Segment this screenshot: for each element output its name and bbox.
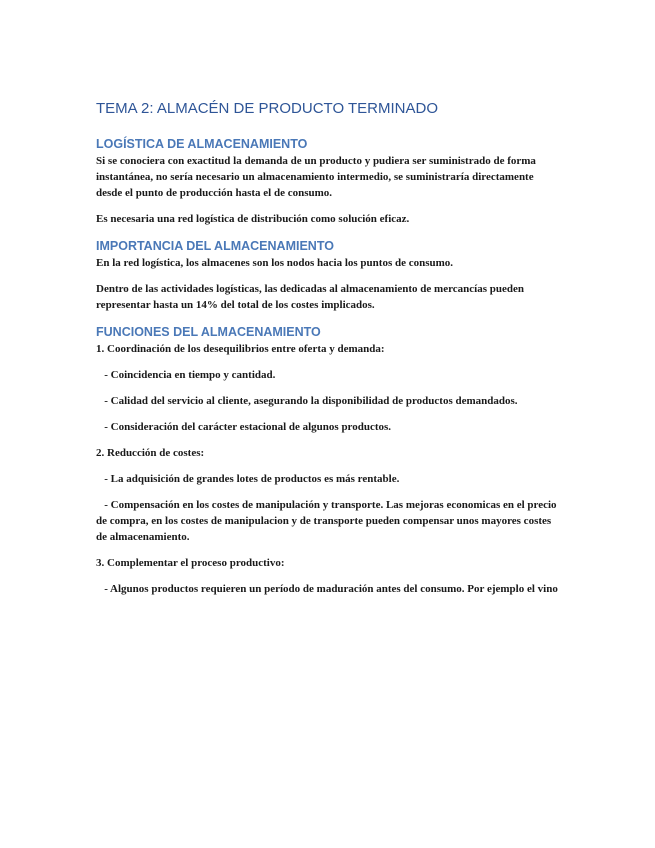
document-title: TEMA 2: ALMACÉN DE PRODUCTO TERMINADO <box>96 100 439 117</box>
list-item: 3. Complementar el proceso productivo: <box>96 557 285 569</box>
list-item: 1. Coordinación de los desequilibrios entre oferta y demanda: <box>96 343 385 355</box>
list-item: - Calidad del servicio al cliente, asegurando la disponibilidad de productos demandados. <box>96 395 518 407</box>
list-item: - Algunos productos requieren un período de maduración antes del consumo. Por ejemplo el vino <box>96 583 558 595</box>
document-body <box>96 100 562 607</box>
paragraph: Si se conociera con exactitud la demanda de un producto y pudiera ser suministrado de forma instantánea, no sería necesario un almacenamiento intermedio, se suministraría directamente desde el punto de producción hasta el de consumo. <box>96 155 536 199</box>
paragraph: Dentro de las actividades logísticas, las dedicadas al almacenamiento de mercancías pueden representar hasta un 14% del total de los costes implicados. <box>96 283 524 311</box>
list-item: - Consideración del carácter estacional de algunos productos. <box>96 421 392 433</box>
section-heading-importancia: IMPORTANCIA DEL ALMACENAMIENTO <box>96 239 334 253</box>
section-heading-funciones: FUNCIONES DEL ALMACENAMIENTO <box>96 325 321 339</box>
paragraph: Es necesaria una red logística de distribución como solución eficaz. <box>96 213 410 225</box>
list-item: - Coincidencia en tiempo y cantidad. <box>96 369 276 381</box>
section-heading-logistica: LOGÍSTICA DE ALMACENAMIENTO <box>96 137 308 151</box>
list-item: - Compensación en los costes de manipulación y transporte. Las mejoras economicas en el precio de compra, en los costes de manipulacion y de transporte pueden compensar unos mayores costes de almacenamiento. <box>96 499 560 543</box>
paragraph: En la red logística, los almacenes son los nodos hacia los puntos de consumo. <box>96 257 454 269</box>
list-item: 2. Reducción de costes: <box>96 447 205 459</box>
list-item: - La adquisición de grandes lotes de productos es más rentable. <box>96 473 400 485</box>
